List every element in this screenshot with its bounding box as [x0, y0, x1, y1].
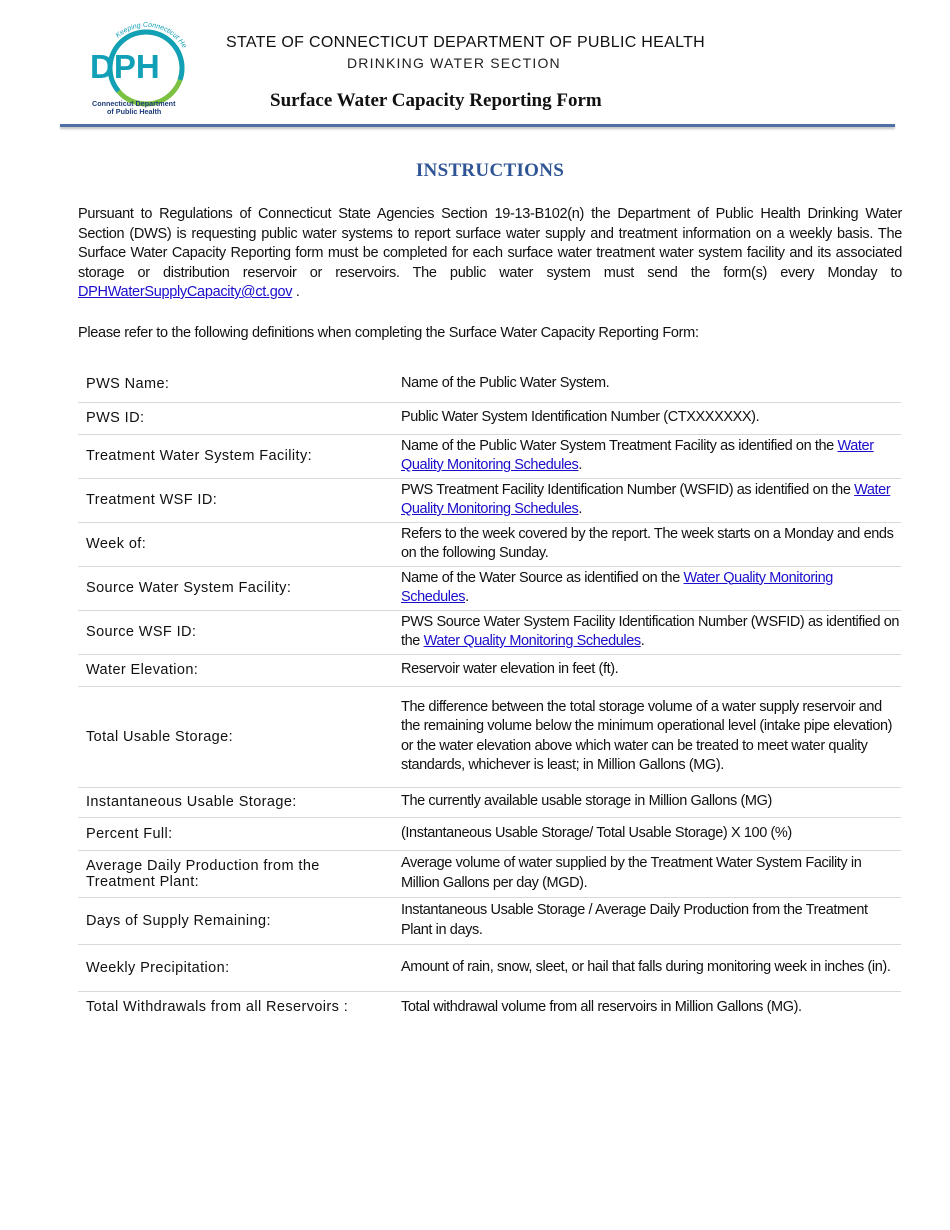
- wqms-link[interactable]: Water Quality Monitoring Schedules: [401, 481, 891, 517]
- agency-name: STATE OF CONNECTICUT DEPARTMENT OF PUBLIC HEALTH: [226, 34, 706, 51]
- def-text-end: .: [578, 501, 583, 517]
- def-week-of: Refers to the week covered by the report. The week starts on a Monday and ends on the following Sunday.: [393, 522, 901, 566]
- definition-row: [78, 610, 901, 654]
- term-treatment-wsf-id: Treatment WSF ID:: [78, 478, 393, 522]
- definition-row: [78, 434, 901, 478]
- def-text-end: .: [640, 633, 645, 649]
- definition-row: [78, 522, 901, 566]
- term-instantaneous-storage: Instantaneous Usable Storage:: [78, 787, 393, 817]
- def-source-wsf-id: [393, 610, 901, 654]
- def-days-of-supply: Instantaneous Usable Storage / Average Daily Production from the Treatment Plant in days.: [393, 897, 901, 944]
- email-link[interactable]: DPHWaterSupplyCapacity@ct.gov: [78, 284, 293, 300]
- def-treatment-facility: [393, 434, 901, 478]
- term-water-elevation: Water Elevation:: [78, 654, 393, 686]
- def-total-withdrawals: Total withdrawal volume from all reservoirs in Million Gallons (MG).: [401, 998, 802, 1015]
- def-instantaneous-storage: The currently available usable storage in Million Gallons (MG): [393, 787, 901, 817]
- logo-caption-line1: Connecticut Department: [92, 99, 176, 108]
- wqms-link[interactable]: Water Quality Monitoring Schedules: [401, 569, 833, 605]
- definition-row: [78, 566, 901, 610]
- def-text: Name of the Public Water System Treatment Facility as identified on the: [401, 437, 838, 454]
- header-divider: [60, 124, 895, 127]
- definition-row: [78, 654, 901, 686]
- term-avg-daily-production: Average Daily Production from the Treatment Plant:: [78, 850, 393, 897]
- def-text: PWS Treatment Facility Identification Number (WSFID) as identified on the: [401, 481, 855, 498]
- instructions-heading: INSTRUCTIONS: [415, 160, 565, 181]
- definition-row: [78, 897, 901, 944]
- def-source-facility: [393, 566, 901, 610]
- def-pws-name: Name of the Public Water System.: [393, 366, 901, 402]
- definitions-table: [78, 366, 901, 1023]
- def-weekly-precipitation: Amount of rain, snow, sleet, or hail that falls during monitoring week in inches (in).: [393, 944, 901, 991]
- term-weekly-precipitation: Weekly Precipitation:: [78, 944, 393, 991]
- definition-row: [78, 991, 901, 1023]
- definition-row: [78, 817, 901, 850]
- term-total-usable-storage: Total Usable Storage:: [78, 686, 393, 787]
- def-text: PWS Source Water System Facility Identification Number (WSFID) as identified on the: [401, 613, 900, 649]
- def-avg-daily-production: Average volume of water supplied by the Treatment Water System Facility in Million Gallons per day (MGD).: [393, 850, 901, 897]
- def-pws-id: Public Water System Identification Number (CTXXXXXXX).: [393, 402, 901, 434]
- term-source-facility: Source Water System Facility:: [78, 566, 393, 610]
- definition-row: [78, 686, 901, 787]
- definition-row: [78, 366, 901, 402]
- logo-arc-text: Keeping Connecticut He: [114, 21, 188, 50]
- term-week-of: Week of:: [78, 522, 393, 566]
- def-text-end: .: [578, 457, 583, 473]
- intro-text: Pursuant to Regulations of Connecticut State Agencies Section 19-13-B102(n) the Department of Public Health Drinking Water Section (DWS) is requesting public water systems to report surface water supply and treatment information on a weekly basis. The Surface Water Capacity Reporting form must be completed for each surface water treatment water system facility and its associated storage or distribution reservoir or reservoirs. The public water system must send the form(s) every Monday to: [78, 206, 902, 281]
- logo-caption-line2: of Public Health: [107, 107, 162, 116]
- definition-row: [78, 850, 901, 897]
- form-title: Surface Water Capacity Reporting Form: [270, 90, 602, 111]
- term-pws-id: PWS ID:: [78, 402, 393, 434]
- definition-row: [78, 478, 901, 522]
- term-percent-full: Percent Full:: [78, 817, 393, 850]
- term-pws-name: PWS Name:: [78, 366, 393, 402]
- dph-logo: [88, 20, 192, 120]
- logo-letters: DPH: [90, 48, 160, 85]
- def-percent-full: (Instantaneous Usable Storage/ Total Usable Storage) X 100 (%): [393, 817, 901, 850]
- term-days-of-supply: Days of Supply Remaining:: [78, 897, 393, 944]
- def-total-usable-storage: The difference between the total storage volume of a water supply reservoir and the remaining volume below the minimum operational level (intake pipe elevation) or the water elevation above which water can be treated to meet water quality standards, whichever is least; in Million Gallons (MG).: [393, 686, 901, 787]
- wqms-link[interactable]: Water Quality Monitoring Schedules: [423, 633, 641, 649]
- wqms-link[interactable]: Water Quality Monitoring Schedules: [401, 437, 874, 473]
- def-text-end: .: [465, 589, 469, 605]
- definition-row: [78, 787, 901, 817]
- def-water-elevation: Reservoir water elevation in feet (ft).: [393, 654, 901, 686]
- term-source-wsf-id: Source WSF ID:: [78, 610, 393, 654]
- term-total-withdrawals: Total Withdrawals from all Reservoirs :: [86, 999, 349, 1016]
- definition-row: [78, 944, 901, 991]
- def-treatment-wsf-id: [393, 478, 901, 522]
- instructions-paragraph: [78, 205, 902, 303]
- definition-row: [78, 402, 901, 434]
- def-text: Name of the Water Source as identified on the: [401, 569, 684, 586]
- definitions-intro: Please refer to the following definitions when completing the Surface Water Capacity Reporting Form:: [78, 325, 699, 341]
- intro-end: .: [292, 284, 300, 300]
- section-name: DRINKING WATER SECTION: [347, 55, 561, 71]
- term-treatment-facility: Treatment Water System Facility:: [78, 434, 393, 478]
